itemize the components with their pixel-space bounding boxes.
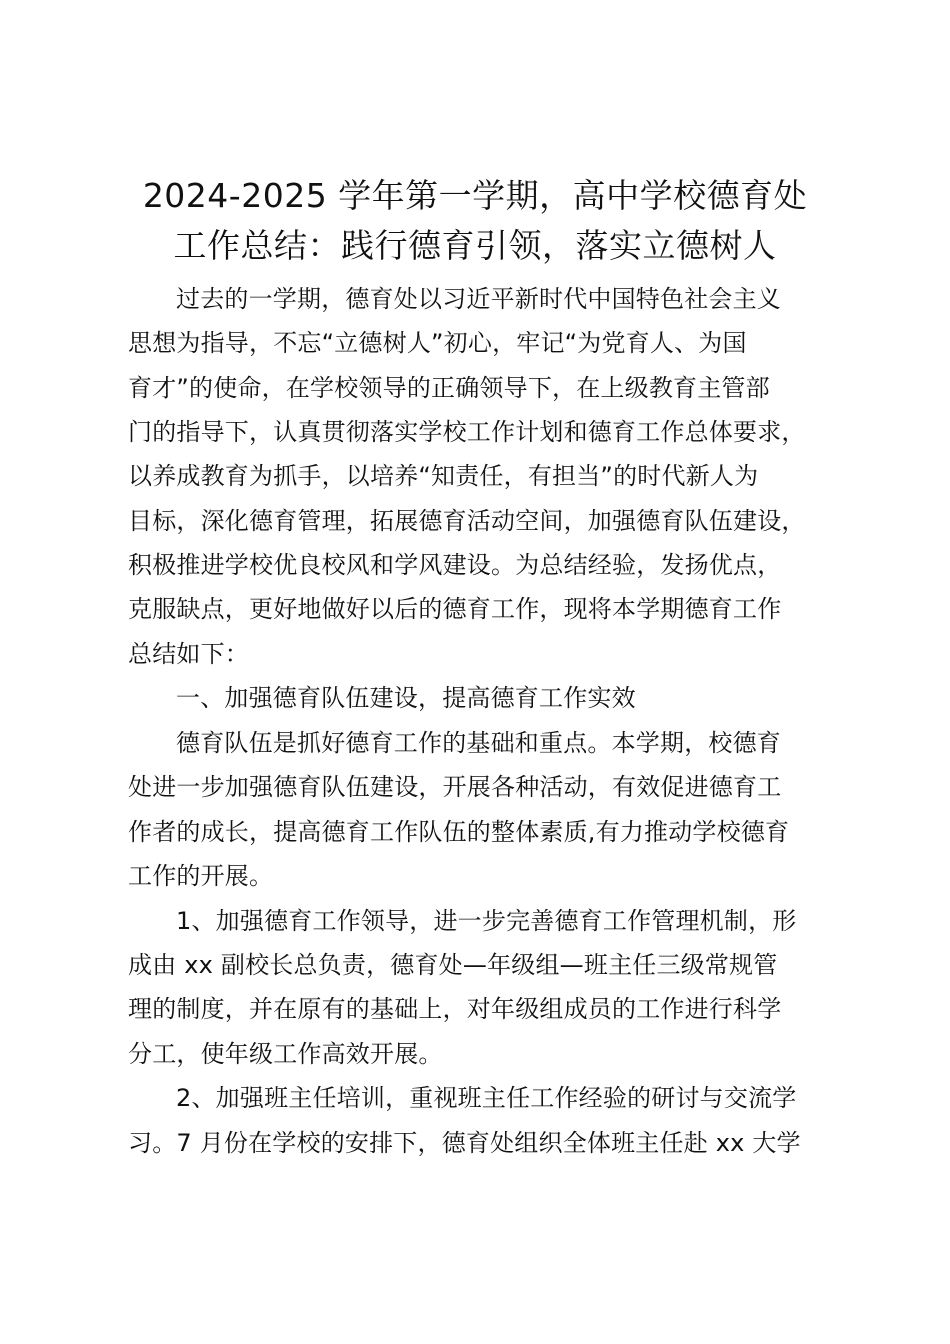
body-line-17: 理的制度，并在原有的基础上，对年级组成员的工作进行科学 <box>128 995 782 1023</box>
body-line-16: 成由 xx 副校长总负责，德育处—年级组—班主任三级常规管 <box>128 951 778 979</box>
body-line-3: 育才”的使命，在学校领导的正确领导下，在上级教育主管部 <box>128 374 770 402</box>
body-line-15: 1、加强德育工作领导，进一步完善德育工作管理机制，形 <box>176 907 797 935</box>
body-line-9: 总结如下： <box>128 640 249 668</box>
body-line-12: 处进一步加强德育队伍建设，开展各种活动，有效促进德育工 <box>128 773 782 801</box>
body-line-11: 德育队伍是抓好德育工作的基础和重点。本学期，校德育 <box>176 729 781 757</box>
document-title-line-2: 工作总结：践行德育引领，落实立德树人 <box>173 226 777 265</box>
body-line-18: 分工，使年级工作高效开展。 <box>128 1040 443 1068</box>
body-line-6: 目标，深化德育管理，拓展德育活动空间，加强德育队伍建设， <box>128 507 806 535</box>
body-line-5: 以养成教育为抓手，以培养“知责任，有担当”的时代新人为 <box>128 462 759 490</box>
body-line-7: 积极推进学校优良校风和学风建设。为总结经验，发扬优点， <box>128 551 782 579</box>
section-heading-1: 一、加强德育队伍建设，提高德育工作实效 <box>176 684 636 712</box>
body-line-13: 作者的成长，提高德育工作队伍的整体素质,有力推动学校德育 <box>128 818 790 846</box>
body-line-4: 门的指导下，认真贯彻落实学校工作计划和德育工作总体要求， <box>128 418 806 446</box>
body-line-1: 过去的一学期，德育处以习近平新时代中国特色社会主义 <box>176 285 781 313</box>
body-line-14: 工作的开展。 <box>128 862 274 890</box>
body-line-8: 克服缺点，更好地做好以后的德育工作，现将本学期德育工作 <box>128 595 782 623</box>
body-line-19: 2、加强班主任培训，重视班主任工作经验的研讨与交流学 <box>176 1084 797 1112</box>
body-line-20: 习。7 月份在学校的安排下，德育处组织全体班主任赴 xx 大学 <box>128 1129 801 1157</box>
body-line-2: 思想为指导，不忘“立德树人”初心，牢记“为党育人、为国 <box>128 329 747 357</box>
document-title-line-1: 2024-2025 学年第一学期，高中学校德育处 <box>142 176 808 215</box>
